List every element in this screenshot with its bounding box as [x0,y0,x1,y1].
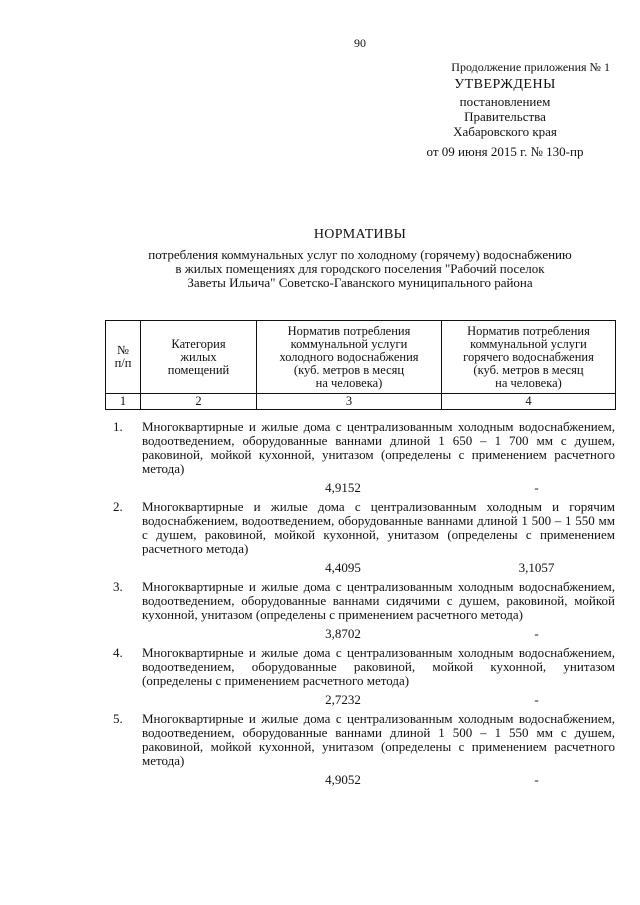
item-values [105,556,615,576]
subtitle-line: в жилых помещениях для городского поселения "Рабочий поселок [175,261,545,276]
list-item [105,646,615,708]
item-description: Многоквартирные и жилые дома с централизованным холодным водоснабжением, водоотведением, оборудованные раковиной, мойкой кухонной, унитазом (определены с применением расчетного метода) [142,645,615,688]
subtitle-line: Заветы Ильича" Советско-Гаванского муниципального района [187,275,533,290]
approval-block [400,60,610,159]
item-number: 2. [113,499,123,514]
hot-water-value: - [534,626,539,641]
item-values [105,688,615,708]
item-values [105,476,615,496]
hot-water-value: 3,1057 [518,560,555,575]
column-number-row [106,394,616,410]
item-number: 3. [113,579,123,594]
page-number: 90 [354,36,366,50]
item-description: Многоквартирные и жилые дома с централизованным холодным водоснабжением, водоотведением, оборудованные ваннами длиной 1 500 – 1 550 мм с душем, раковиной, мойкой кухонной, унитазом (определены с применением расчетного метода) [142,711,615,768]
header-cell-hot-water: Норматив потребления коммунальной услуги горячего водоснабжения (куб. метров в месяц на человека) [442,321,616,394]
column-number: 2 [141,394,257,410]
approved-heading: УТВЕРЖДЕНЫ [454,77,556,92]
column-number: 3 [257,394,442,410]
hot-water-value: - [534,692,539,707]
approval-line: Правительства [464,109,546,124]
column-number: 4 [442,394,616,410]
item-number: 1. [113,419,123,434]
cold-water-value: 3,8702 [325,626,361,641]
cold-water-value: 4,9152 [325,480,361,495]
column-number: 1 [106,394,141,410]
hot-water-value: - [534,772,539,787]
cold-water-value: 4,4095 [325,560,361,575]
item-number: 4. [113,645,123,660]
item-number: 5. [113,711,123,726]
hot-water-value: - [534,480,539,495]
header-cell-cold-water: Норматив потребления коммунальной услуги холодного водоснабжения (куб. метров в месяц на человека) [257,321,442,394]
item-description: Многоквартирные и жилые дома с централизованным холодным водоснабжением, водоотведением, оборудованные ваннами длиной 1 650 – 1 700 мм с душем, раковиной, мойкой кухонной, унитазом (определены с применением расчетного метода) [142,419,615,476]
item-description: Многоквартирные и жилые дома с централизованным холодным и горячим водоснабжением, водоотведением, оборудованные ваннами длиной 1 500 – 1 550 мм с душем, раковиной, мойкой кухонной, унитазом (определены с применением расчетного метода) [142,499,615,556]
item-description: Многоквартирные и жилые дома с централизованным холодным водоснабжением, водоотведением, оборудованные ваннами сидячими с душем, раковиной, мойкой кухонной, унитазом (определены с применением расчетного метода) [142,579,615,622]
header-cell-number: № п/п [106,321,141,394]
document-title: НОРМАТИВЫ [313,227,407,242]
header-row [106,321,616,394]
item-values [105,768,615,788]
cold-water-value: 4,9052 [325,772,361,787]
continuation-note: Продолжение приложения № 1 [451,60,610,74]
approval-line: постановлением [459,94,551,109]
cold-water-value: 2,7232 [325,692,361,707]
subtitle-line: потребления коммунальных услуг по холодному (горячему) водоснабжению [148,247,572,262]
approval-date: от 09 июня 2015 г. № 130-пр [426,144,584,159]
header-cell-category: Категория жилых помещений [141,321,257,394]
list-item [105,500,615,576]
document-subtitle [105,248,615,290]
header-table [105,320,616,410]
list-item [105,580,615,642]
item-values [105,622,615,642]
approval-line: Хабаровского края [453,124,557,139]
norms-list [105,420,615,792]
list-item [105,712,615,788]
list-item [105,420,615,496]
